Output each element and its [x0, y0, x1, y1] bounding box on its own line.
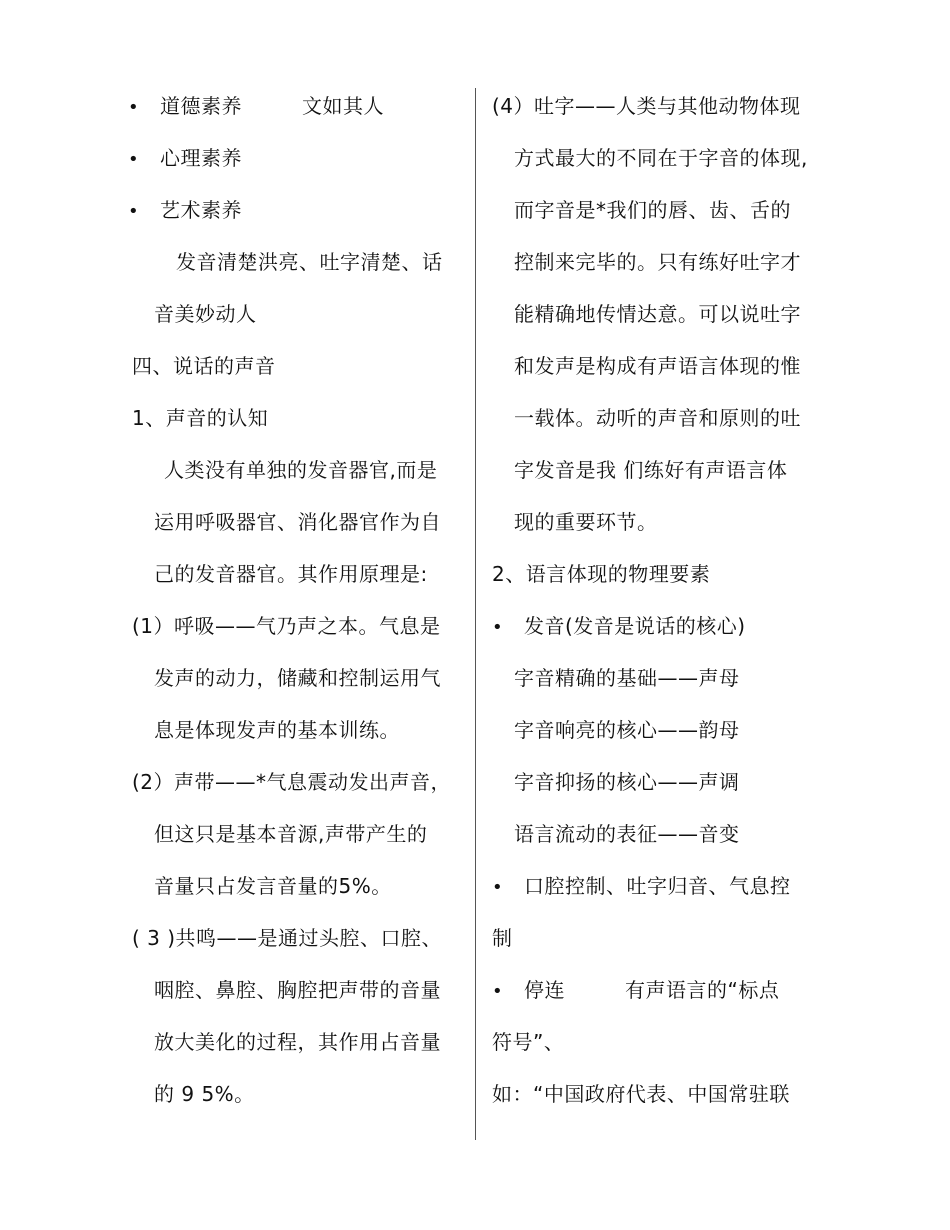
text-line: (4）吐字——人类与其他动物体现	[492, 94, 801, 118]
text-line: 人类没有单独的发音器官,而是	[164, 458, 438, 482]
text-line: 字发音是我 们练好有声语言体	[514, 458, 788, 482]
bullet-extra-text: 有声语言的“标点	[625, 978, 780, 1002]
bullet-text: 口腔控制、吐字归音、气息控	[524, 874, 791, 898]
text-line: 字音抑扬的核心——声调	[514, 770, 740, 794]
text-line: 运用呼吸器官、消化器官作为自	[154, 510, 441, 534]
text-line: 而字音是*我们的唇、齿、舌的	[514, 198, 791, 222]
text-line: 息是体现发声的基本训练。	[154, 718, 400, 742]
bullet-item	[492, 860, 791, 912]
bullet-item	[128, 132, 242, 184]
text-line: 语言流动的表征——音变	[514, 822, 740, 846]
text-line: 的 9 5%。	[154, 1082, 255, 1106]
bullet-text: 发音(发音是说话的核心)	[524, 614, 746, 638]
text-line: 放大美化的过程，其作用占音量	[154, 1030, 441, 1054]
text-line: 己的发音器官。其作用原理是:	[154, 562, 428, 586]
text-line: 音量只占发言音量的5%。	[154, 874, 392, 898]
bullet-text: 心理素养	[160, 146, 242, 170]
bullet-item	[492, 964, 779, 1016]
bullet-icon: •	[128, 149, 140, 170]
text-line: 发声的动力，储藏和控制运用气	[154, 666, 441, 690]
text-line: 控制来完毕的。只有练好吐字才	[514, 250, 801, 274]
section-heading: 四、说话的声音	[132, 354, 276, 378]
bullet-icon: •	[128, 201, 140, 222]
text-line: ( 3 )共鸣——是通过头腔、口腔、	[132, 926, 443, 950]
text-line: 发音清楚洪亮、吐字清楚、话	[176, 250, 443, 274]
text-line: 一载体。动听的声音和原则的吐	[514, 406, 801, 430]
text-line: 咽腔、鼻腔、胸腔把声带的音量	[154, 978, 441, 1002]
bullet-icon: •	[128, 97, 140, 118]
text-line: 方式最大的不同在于字音的体现,	[514, 146, 808, 170]
bullet-item	[128, 184, 242, 236]
text-line: 但这只是基本音源,声带产生的	[154, 822, 428, 846]
bullet-text: 道德素养	[160, 94, 242, 118]
bullet-icon: •	[492, 617, 504, 638]
text-line: 和发声是构成有声语言体现的惟	[514, 354, 801, 378]
text-line: 现的重要环节。	[514, 510, 658, 534]
bullet-text: 停连	[524, 978, 565, 1002]
text-line: (2）声带——*气息震动发出声音，	[132, 770, 452, 794]
subsection-heading: 1、声音的认知	[132, 406, 269, 430]
text-line: 制	[492, 926, 513, 950]
bullet-extra-text: 文如其人	[302, 94, 384, 118]
text-line: 能精确地传情达意。可以说吐字	[514, 302, 801, 326]
text-line: 字音精确的基础——声母	[514, 666, 740, 690]
column-divider	[475, 88, 476, 1140]
bullet-item	[492, 600, 746, 652]
bullet-icon: •	[492, 981, 504, 1002]
bullet-text: 艺术素养	[160, 198, 242, 222]
text-line: 符号”、	[492, 1030, 565, 1054]
bullet-icon: •	[492, 877, 504, 898]
subsection-heading: 2、语言体现的物理要素	[492, 562, 711, 586]
text-line: (1）呼吸——气乃声之本。气息是	[132, 614, 441, 638]
bullet-item	[128, 80, 384, 132]
text-line: 如：“中国政府代表、中国常驻联	[492, 1082, 790, 1106]
text-line: 音美妙动人	[154, 302, 257, 326]
text-line: 字音响亮的核心——韵母	[514, 718, 740, 742]
